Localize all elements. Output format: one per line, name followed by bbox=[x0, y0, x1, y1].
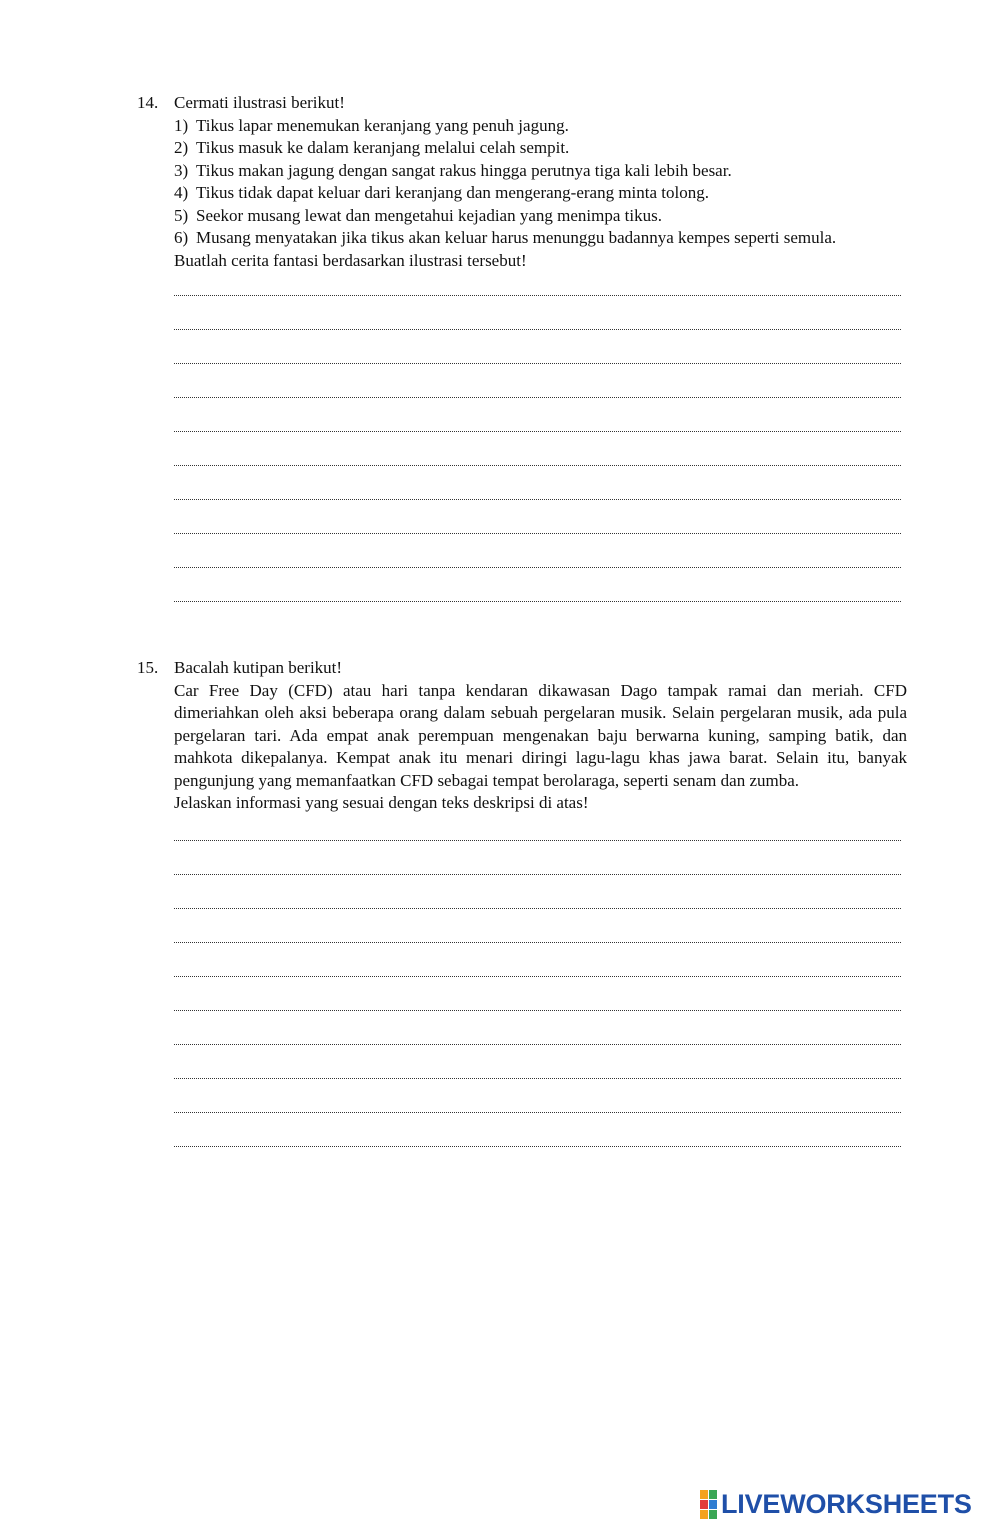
illustration-list bbox=[174, 115, 907, 250]
answer-line[interactable] bbox=[174, 861, 907, 895]
answer-line[interactable] bbox=[174, 1065, 907, 1099]
answer-line[interactable] bbox=[174, 384, 907, 418]
answer-line[interactable] bbox=[174, 827, 907, 861]
answer-line[interactable] bbox=[174, 350, 907, 384]
answer-line[interactable] bbox=[174, 486, 907, 520]
answer-line[interactable] bbox=[174, 588, 907, 622]
answer-line[interactable] bbox=[174, 963, 907, 997]
answer-line[interactable] bbox=[174, 282, 907, 316]
question-intro: Cermati ilustrasi berikut! bbox=[174, 93, 345, 112]
question-14 bbox=[137, 92, 907, 622]
answer-line[interactable] bbox=[174, 1133, 907, 1167]
answer-line[interactable] bbox=[174, 929, 907, 963]
answer-line[interactable] bbox=[174, 1099, 907, 1133]
liveworksheets-mark-icon bbox=[700, 1490, 717, 1519]
question-15 bbox=[137, 657, 907, 1167]
answer-area-14[interactable] bbox=[174, 282, 907, 622]
list-item: 5) Seekor musang lewat dan mengetahui kejadian yang menimpa tikus. bbox=[174, 205, 662, 225]
list-item: 1) Tikus lapar menemukan keranjang yang penuh jagung. bbox=[174, 115, 569, 135]
answer-line[interactable] bbox=[174, 316, 907, 350]
liveworksheets-logo bbox=[700, 1484, 972, 1524]
list-item: 2) Tikus masuk ke dalam keranjang melalui celah sempit. bbox=[174, 138, 570, 157]
list-item: 4) Tikus tidak dapat keluar dari keranjang dan mengerang-erang minta tolong. bbox=[174, 183, 709, 202]
list-item: 3) Tikus makan jagung dengan sangat rakus hingga perutnya tiga kali lebih besar. bbox=[174, 160, 732, 180]
list-item: 6) Musang menyatakan jika tikus akan keluar harus menunggu badannya kempes seperti semula. bbox=[174, 228, 837, 247]
question-instruction: Buatlah cerita fantasi berdasarkan ilustrasi tersebut! bbox=[174, 250, 527, 270]
answer-line[interactable] bbox=[174, 554, 907, 588]
reading-passage: Car Free Day (CFD) atau hari tanpa kendaran dikawasan Dago tampak ramai dan meriah. CFD dimeriahkan oleh aksi beberapa orang dalam sebuah pergelaran musik. Selain pergelaran musik, ada pula pergelaran tari. Ada empat anak perempuan mengenakan baju berwarna kuning, samping batik, dan mahkota dikepalanya. Kempat anak itu menari diringi lagu-lagu khas jawa barat. Selain itu, banyak pengunjung yang memanfaatkan CFD sebagai tempat berolaraga, seperti senam dan zumba. bbox=[174, 680, 907, 790]
answer-area-15[interactable] bbox=[174, 827, 907, 1167]
question-number: 14. bbox=[137, 93, 159, 112]
question-intro: Bacalah kutipan berikut! bbox=[174, 658, 343, 677]
question-instruction: Jelaskan informasi yang sesuai dengan teks deskripsi di atas! bbox=[174, 793, 589, 812]
question-number: 15. bbox=[137, 658, 159, 677]
answer-line[interactable] bbox=[174, 1031, 907, 1065]
answer-line[interactable] bbox=[174, 418, 907, 452]
answer-line[interactable] bbox=[174, 895, 907, 929]
answer-line[interactable] bbox=[174, 997, 907, 1031]
liveworksheets-brand: LIVEWORKSHEETS bbox=[721, 1488, 972, 1519]
answer-line[interactable] bbox=[174, 452, 907, 486]
answer-line[interactable] bbox=[174, 520, 907, 554]
